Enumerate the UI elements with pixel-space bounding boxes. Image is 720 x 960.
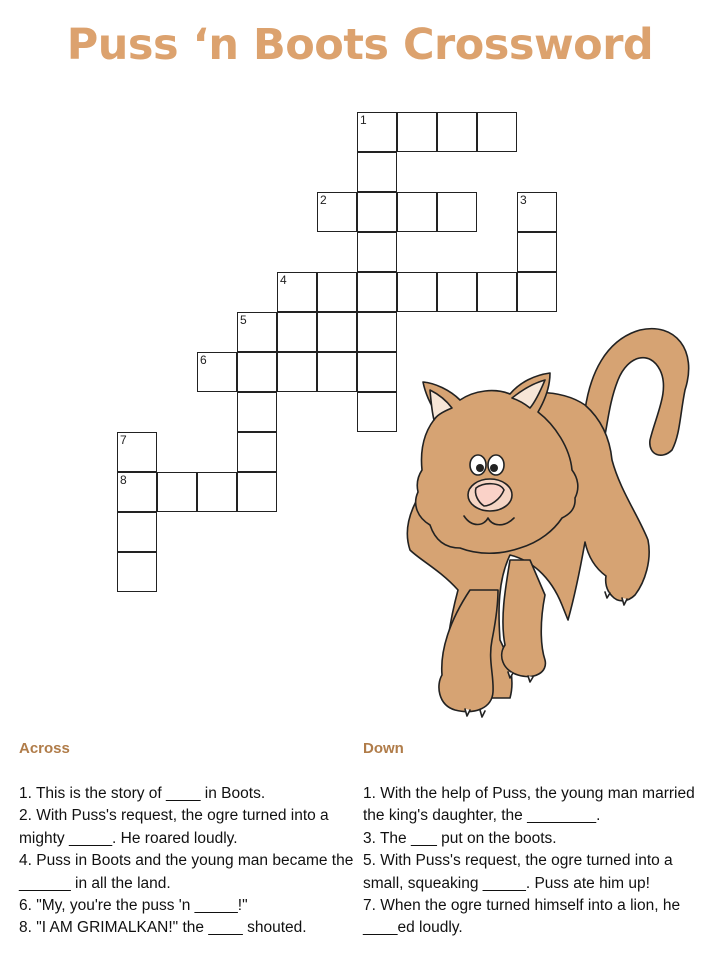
clue-number: 1 [360,113,367,127]
down-clue: 3. The ___ put on the boots. [363,829,557,847]
down-heading: Down [363,740,404,757]
cat-leg-right [502,560,546,677]
down-clue: 5. With Puss's request, the ogre turned into a small, squeaking _____. Puss ate him up! [363,852,673,892]
crossword-cell[interactable] [237,432,277,472]
crossword-cell[interactable] [317,312,357,352]
crossword-cell[interactable] [437,192,477,232]
across-heading: Across [19,740,70,757]
crossword-cell[interactable] [197,352,237,392]
crossword-cell[interactable] [117,552,157,592]
across-clue: 6. "My, you're the puss 'n _____!" [19,897,248,915]
crossword-cell[interactable] [277,272,317,312]
crossword-cell[interactable] [157,472,197,512]
clue-number: 6 [200,353,207,367]
crossword-cell[interactable] [117,472,157,512]
down-clue-list [363,783,705,940]
crossword-cell[interactable] [357,152,397,192]
crossword-cell[interactable] [437,112,477,152]
page-title: Puss ‘n Boots Crossword [66,20,654,70]
clue-number: 3 [520,193,527,207]
across-clue: 1. This is the story of ____ in Boots. [19,785,266,802]
crossword-cell[interactable] [237,312,277,352]
across-clue-list [19,783,361,940]
crossword-cell[interactable] [237,352,277,392]
down-clue: 1. With the help of Puss, the young man married the king's daughter, the ________. [363,785,695,825]
crossword-cell[interactable] [237,472,277,512]
crossword-cell[interactable] [517,272,557,312]
crossword-cell[interactable] [517,192,557,232]
clue-number: 8 [120,473,127,487]
crossword-cell[interactable] [317,352,357,392]
crossword-cell[interactable] [357,192,397,232]
crossword-cell[interactable] [317,192,357,232]
crossword-cell[interactable] [357,232,397,272]
crossword-cell[interactable] [397,192,437,232]
down-clue: 7. When the ogre turned himself into a lion, he ____ed loudly. [363,897,681,937]
clue-number: 4 [280,273,287,287]
crossword-cell[interactable] [517,232,557,272]
crossword-cell[interactable] [277,312,317,352]
crossword-cell[interactable] [317,272,357,312]
crossword-cell[interactable] [277,352,317,392]
clue-number: 5 [240,313,247,327]
crossword-cell[interactable] [397,112,437,152]
across-clue: 4. Puss in Boots and the young man became the ______ in all the land. [19,852,354,892]
clue-number: 2 [320,193,327,207]
crossword-cell[interactable] [397,272,437,312]
across-clue: 8. "I AM GRIMALKAN!" the ____ shouted. [19,919,307,937]
across-clue: 2. With Puss's request, the ogre turned into a mighty _____. He roared loudly. [19,807,329,847]
clue-number: 7 [120,433,127,447]
crossword-cell[interactable] [477,112,517,152]
cat-leg-left [439,590,498,712]
crossword-cell[interactable] [237,392,277,432]
crossword-cell[interactable] [197,472,237,512]
crossword-cell[interactable] [357,112,397,152]
crossword-cell[interactable] [117,432,157,472]
crossword-cell[interactable] [357,272,397,312]
crossword-cell[interactable] [477,272,517,312]
crossword-cell[interactable] [117,512,157,552]
crossword-cell[interactable] [437,272,477,312]
cat-illustration [380,320,720,730]
